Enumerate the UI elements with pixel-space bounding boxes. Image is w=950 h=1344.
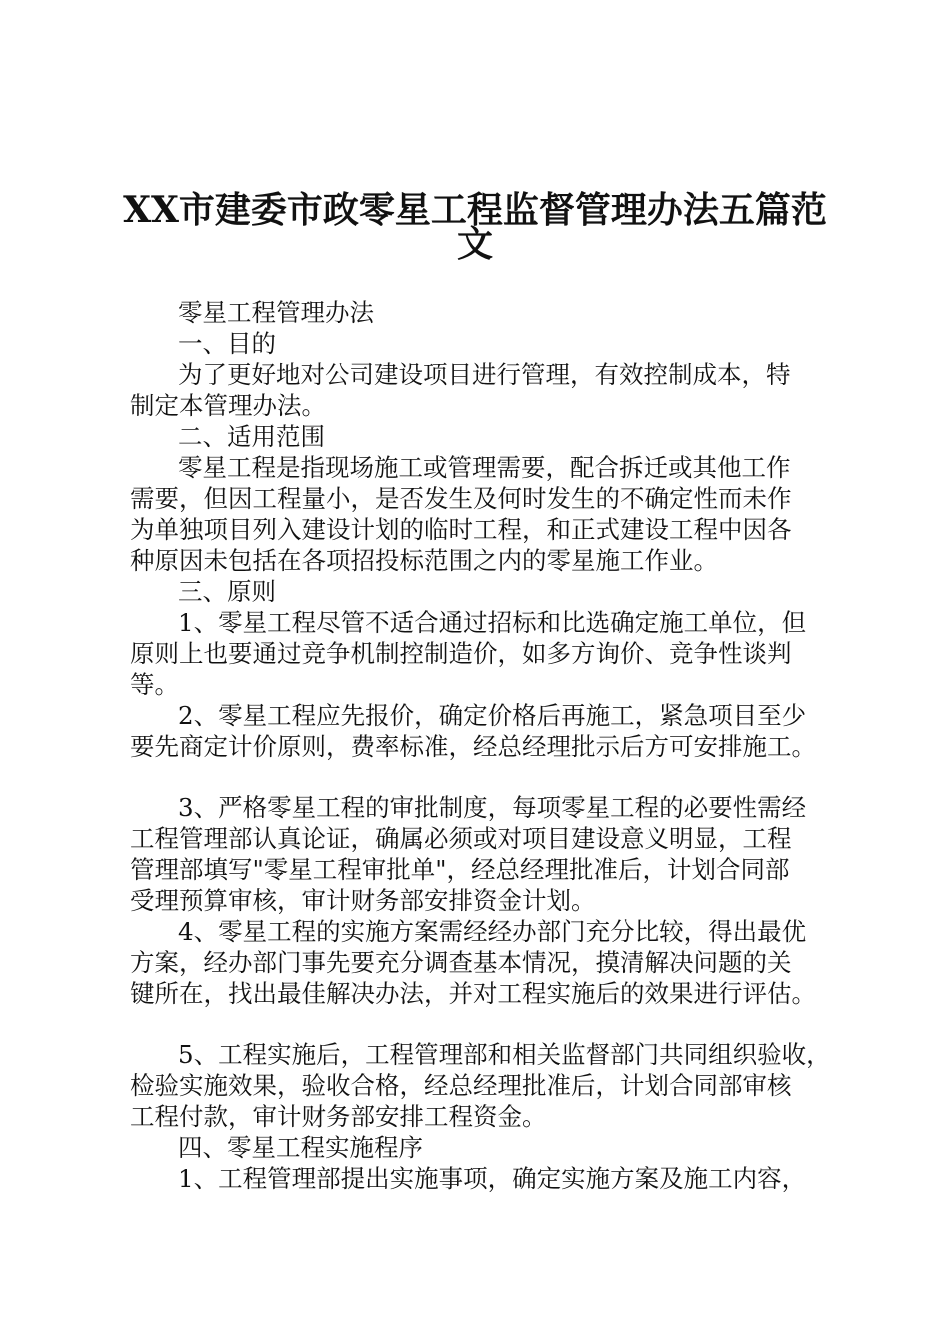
- section-heading: 一、目的: [178, 329, 276, 358]
- paragraph-line: 要先商定计价原则，费率标准，经总经理批示后方可安排施工。: [130, 732, 816, 761]
- paragraph-line: 原则上也要通过竞争机制控制造价，如多方询价、竞争性谈判: [130, 639, 792, 668]
- paragraph-line: 工程付款，审计财务部安排工程资金。: [130, 1102, 547, 1131]
- paragraph-line: 5、工程实施后，工程管理部和相关监督部门共同组织验收，: [178, 1040, 831, 1069]
- paragraph-line: 为单独项目列入建设计划的临时工程，和正式建设工程中因各: [130, 515, 792, 544]
- paragraph-line: 等。: [130, 670, 179, 699]
- paragraph-line: 2、零星工程应先报价，确定价格后再施工，紧急项目至少: [178, 701, 807, 730]
- section-heading: 零星工程管理办法: [178, 298, 374, 327]
- paragraph-line: 种原因未包括在各项招投标范围之内的零星施工作业。: [130, 546, 718, 575]
- document-title-line-1: XX市建委市政零星工程监督管理办法五篇范: [123, 189, 827, 231]
- section-heading: 二、适用范围: [178, 422, 325, 451]
- section-heading: 三、原则: [178, 577, 276, 606]
- paragraph-line: 受理预算审核，审计财务部安排资金计划。: [130, 886, 596, 915]
- paragraph-line: 1、工程管理部提出实施事项，确定实施方案及施工内容，: [178, 1164, 807, 1193]
- paragraph-line: 工程管理部认真论证，确属必须或对项目建设意义明显，工程: [130, 824, 792, 853]
- paragraph-line: 检验实施效果，验收合格，经总经理批准后，计划合同部审核: [130, 1071, 792, 1100]
- paragraph-line: 制定本管理办法。: [130, 391, 326, 420]
- paragraph-line: 3、严格零星工程的审批制度，每项零星工程的必要性需经: [178, 793, 807, 822]
- document-title-line-2: 文: [456, 223, 493, 265]
- paragraph-line: 管理部填写"零星工程审批单"，经总经理批准后，计划合同部: [130, 855, 790, 884]
- paragraph-line: 方案，经办部门事先要充分调查基本情况，摸清解决问题的关: [130, 948, 792, 977]
- paragraph-line: 1、零星工程尽管不适合通过招标和比选确定施工单位，但: [178, 608, 807, 637]
- paragraph-line: 键所在，找出最佳解决办法，并对工程实施后的效果进行评估。: [130, 979, 816, 1008]
- paragraph-line: 零星工程是指现场施工或管理需要，配合拆迁或其他工作: [178, 453, 791, 482]
- section-heading: 四、零星工程实施程序: [178, 1133, 423, 1162]
- paragraph-line: 为了更好地对公司建设项目进行管理，有效控制成本，特: [178, 360, 791, 389]
- paragraph-line: 需要，但因工程量小，是否发生及何时发生的不确定性而未作: [130, 484, 792, 513]
- paragraph-line: 4、零星工程的实施方案需经经办部门充分比较，得出最优: [178, 917, 807, 946]
